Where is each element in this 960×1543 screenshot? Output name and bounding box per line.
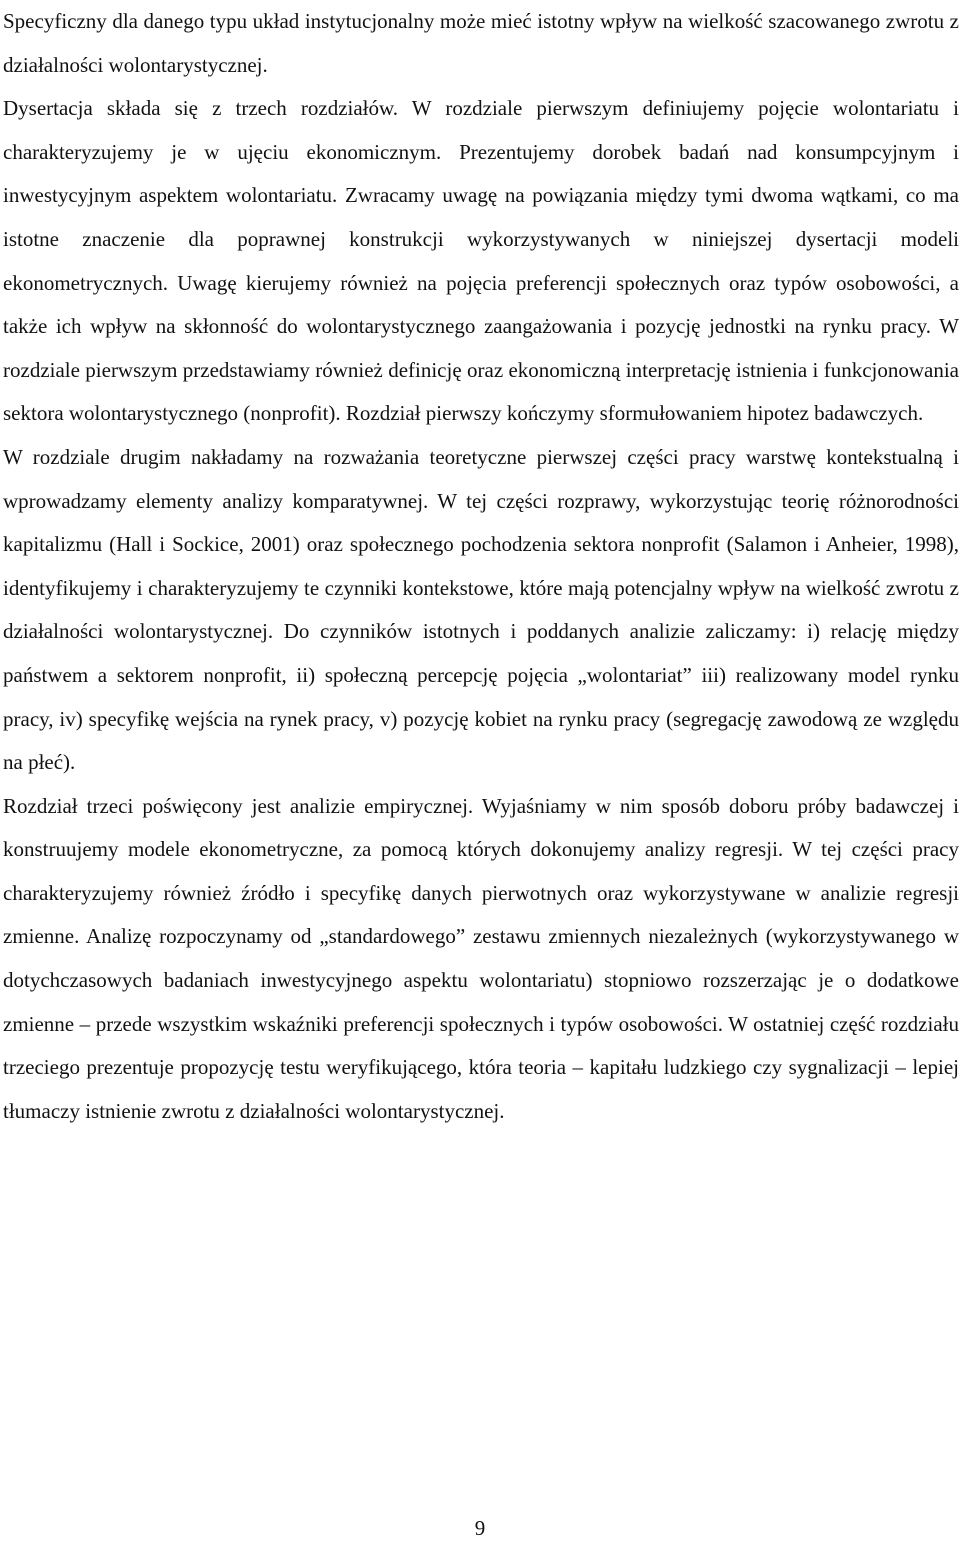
paragraph-dissertation-structure: Dysertacja składa się z trzech rozdziałów. W rozdziale pierwszym definiujemy pojęcie wolontariatu i charakteryzujemy je w ujęciu ekonomicznym. Prezentujemy dorobek badań nad konsumpcyjnym i inwestycyjnym aspektem wolontariatu. Zwracamy uwagę na powiązania między tymi dwoma wątkami, co ma istotne znaczenie dla poprawnej konstrukcji wykorzystywanych w niniejszej dysertacji modeli ekonometrycznych. Uwagę kierujemy również na pojęcia preferencji społecznych oraz typów osobowości, a także ich wpływ na skłonność do wolontarystycznego zaangażowania i pozycję jednostki na rynku pracy. W rozdziale pierwszym przedstawiamy również definicję oraz ekonomiczną interpretację istnienia i funkcjonowania sektora wolontarystycznego (nonprofit). Rozdział pierwszy kończymy sformułowaniem hipotez badawczych. xyxy=(3,96,959,426)
page-number: 9 xyxy=(474,1516,486,1540)
paragraph-institutional-layout: Specyficzny dla danego typu układ instytucjonalny może mieć istotny wpływ na wielkość szacowanego zwrotu z działalności wolontarystycznej. xyxy=(3,9,959,77)
paragraph-chapter-two: W rozdziale drugim nakładamy na rozważania teoretyczne pierwszej części pracy warstwę kontekstualną i wprowadzamy elementy analizy komparatywnej. W tej części rozprawy, wykorzystując teorię różnorodności kapitalizmu (Hall i Sockice, 2001) oraz społecznego pochodzenia sektora nonprofit (Salamon i Anheier, 1998), identyfikujemy i charakteryzujemy te czynniki kontekstowe, które mają potencjalny wpływ na wielkość zwrotu z działalności wolontarystycznej. Do czynników istotnych i poddanych analizie zaliczamy: i) relację między państwem a sektorem nonprofit, ii) społeczną percepcję pojęcia „wolontariat” iii) realizowany model rynku pracy, iv) specyfikę wejścia na rynek pracy, v) pozycję kobiet na rynku pracy (segregację zawodową ze względu na płeć). xyxy=(3,444,959,775)
paragraph-chapter-three: Rozdział trzeci poświęcony jest analizie empirycznej. Wyjaśniamy w nim sposób doboru próby badawczej i konstruujemy modele ekonometryczne, za pomocą których dokonujemy analizy regresji. W tej części pracy charakteryzujemy również źródło i specyfikę danych pierwotnych oraz wykorzystywane w analizie regresji zmienne. Analizę rozpoczynamy od „standardowego” zestawu zmiennych niezależnych (wykorzystywanego w dotychczasowych badaniach inwestycyjnego aspektu wolontariatu) stopniowo rozszerzając je o dodatkowe zmienne – przede wszystkim wskaźniki preferencji społecznych i typów osobowości. W ostatniej część rozdziału trzeciego prezentuje propozycję testu weryfikującego, która teoria – kapitału ludzkiego czy sygnalizacji – lepiej tłumaczy istnienie zwrotu z działalności wolontarystycznej. xyxy=(3,793,959,1123)
document-page xyxy=(3,0,959,1133)
